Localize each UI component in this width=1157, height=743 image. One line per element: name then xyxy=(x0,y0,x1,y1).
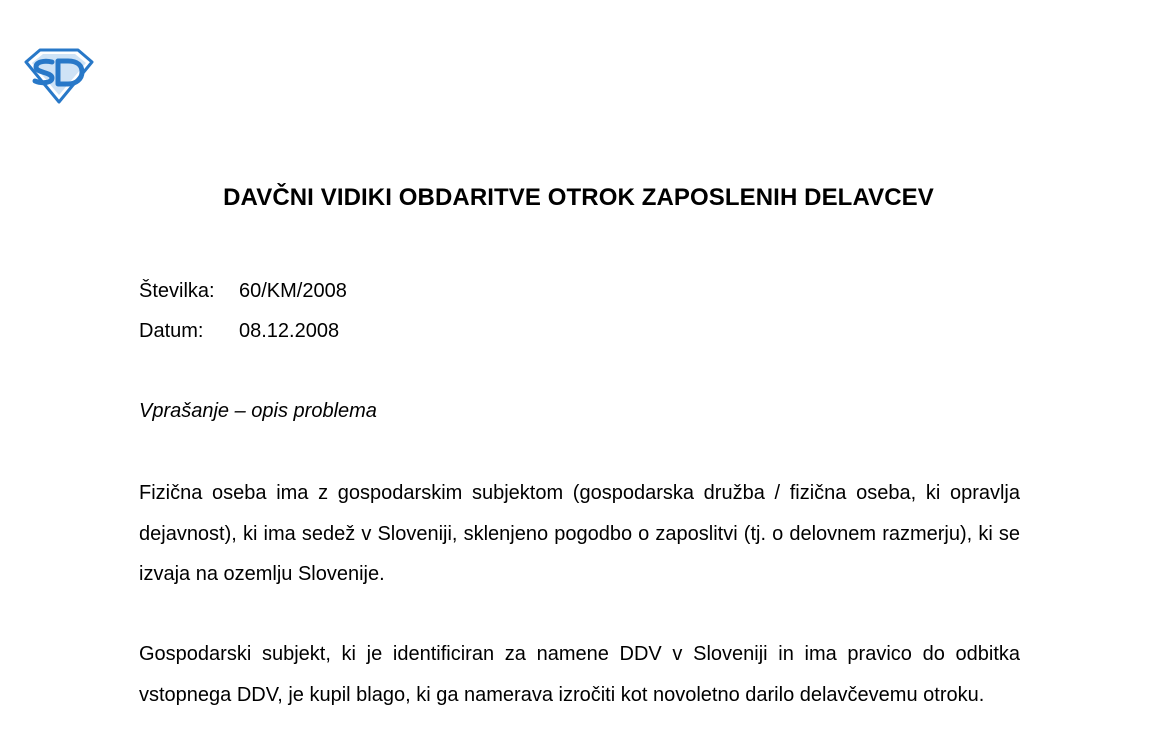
document-number-row xyxy=(139,280,347,303)
document-number-label: Številka: xyxy=(139,280,215,302)
document-number-value: 60/KM/2008 xyxy=(239,280,347,302)
document-date-row xyxy=(139,320,339,343)
document-title: DAVČNI VIDIKI OBDARITVE OTROK ZAPOSLENIH DELAVCEV xyxy=(223,184,934,211)
document-date-label: Datum: xyxy=(139,320,204,342)
shield-logo-icon xyxy=(22,48,96,104)
section-heading: Vprašanje – opis problema xyxy=(139,400,377,422)
paragraph: Fizična oseba ima z gospodarskim subjektom (gospodarska družba / fizična oseba, ki opravlja dejavnost), ki ima sedež v Sloveniji, sklenjeno pogodbo o zaposlitvi (tj. o delovnem razmerju), ki se izvaja na ozemlju Slovenije. xyxy=(139,482,1020,585)
document-date-value: 08.12.2008 xyxy=(239,320,340,342)
paragraph: Gospodarski subjekt, ki je identificiran za namene DDV v Sloveniji in ima pravico do odbitka vstopnega DDV, je kupil blago, ki ga namerava izročiti kot novoletno darilo delavčevemu otroku. xyxy=(139,643,1020,706)
